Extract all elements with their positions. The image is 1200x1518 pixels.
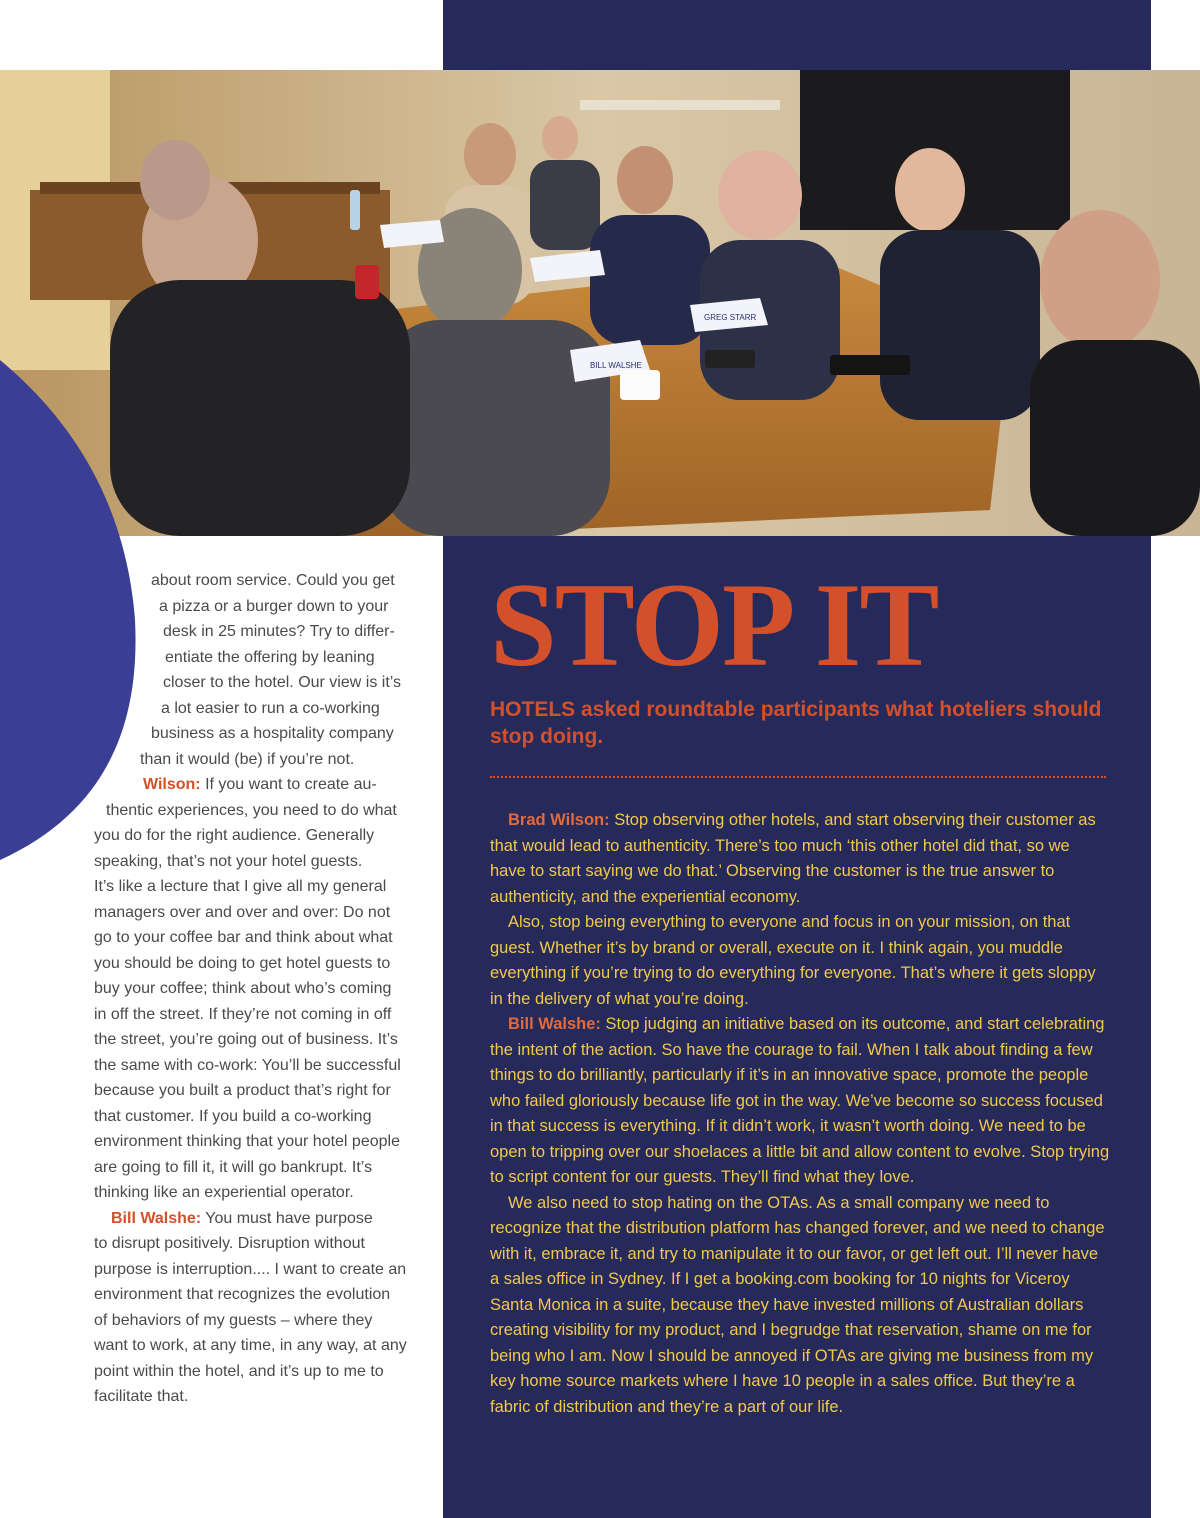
speaker-name: Brad Wilson: <box>508 811 610 829</box>
text-line: a pizza or a burger down to your <box>159 597 389 615</box>
paragraph-text: Stop judging an initiative based on its outcome, and start celebrating the intent of the action. So have the courage to fail. When I talk about finding a few things to do brilliantly, particularly if it’s in an innovative space, promote the people who failed gloriously because life got in the way. We’ve become so success focused in that success is everything. If it didn’t work, it wasn’t worth doing. We need to be open to tripping over our shoelaces a little bit and allow content to evolve. Stop trying to script content for our guests. They’ll find what they love. <box>490 1015 1110 1186</box>
text-line: speaking, that’s not your hotel guests. <box>94 852 363 870</box>
text-line: thinking like an experiential operator. <box>94 1184 354 1201</box>
table-card-starr: GREG STARR <box>704 313 757 322</box>
text-line: in off the street. If they’re not coming in off <box>94 1005 392 1023</box>
text-line: you do for the right audience. Generally <box>94 827 375 844</box>
speaker-name: Bill Walshe: <box>111 1209 202 1227</box>
paragraph-text: Stop observing other hotels, and start observing their customer as that would lead to authenticity. There’s too much ‘this other hotel did that, so we have to start saying we do that.’ Observing the customer is the true answer to authenticity, and the experiential economy. <box>490 811 1096 906</box>
text-line: purpose is interruption.... I want to create an <box>94 1260 407 1278</box>
speaker-name: Bill Walshe: <box>508 1015 601 1033</box>
text-line: If you want to create au- <box>200 776 377 793</box>
text-line: facilitate that. <box>94 1388 189 1405</box>
body-paragraph-3 <box>490 1012 1110 1191</box>
text-line: buy your coffee; think about who’s coming <box>94 980 392 997</box>
left-paragraph-2 <box>90 772 420 1206</box>
text-line: of behaviors of my guests – where they <box>94 1311 373 1329</box>
table-card-walshe: BILL WALSHE <box>590 361 642 370</box>
text-line: entiate the offering by leaning <box>165 648 375 666</box>
body-paragraph-4 <box>490 1191 1110 1421</box>
text-line: a lot easier to run a co-working <box>161 699 380 717</box>
left-paragraph-1 <box>90 568 420 772</box>
text-line: managers over and over and over: Do not <box>94 903 391 921</box>
article-subhead: HOTELS asked roundtable participants what hoteliers should stop doing. <box>490 698 1102 748</box>
text-line: than it would (be) if you’re not. <box>140 750 355 768</box>
text-line: go to your coffee bar and think about what <box>94 929 393 946</box>
text-line: You must have purpose <box>201 1209 373 1227</box>
article-body <box>490 808 1110 1420</box>
dotted-divider <box>490 776 1106 778</box>
text-line: point within the hotel, and it’s up to me to <box>94 1362 384 1380</box>
text-line: the same with co-work: You’ll be successful <box>94 1056 401 1074</box>
text-line: to disrupt positively. Disruption without <box>94 1235 365 1252</box>
speaker-name: Wilson: <box>143 776 201 793</box>
text-line: want to work, at any time, in any way, at any <box>94 1337 407 1354</box>
body-paragraph-1 <box>490 808 1110 910</box>
text-line: about room service. Could you get <box>151 572 395 589</box>
text-line: desk in 25 minutes? Try to differ- <box>163 623 395 640</box>
text-line: environment thinking that your hotel people <box>94 1133 400 1150</box>
paragraph-text: Also, stop being everything to everyone and focus in on your mission, on that guest. Whether it’s by brand or overall, execute on it. I think again, you muddle everything if you’re trying to do everything for everyone. That’s where it gets sloppy in the delivery of what you’re doing. <box>490 913 1096 1008</box>
text-line: It’s like a lecture that I give all my general <box>94 878 387 895</box>
text-line: the street, you’re going out of business. It’s <box>94 1031 398 1048</box>
left-column-text <box>90 568 420 1410</box>
text-line: that customer. If you build a co-working <box>94 1107 372 1125</box>
text-line: business as a hospitality company <box>151 725 394 742</box>
text-line: are going to fill it, it will go bankrupt. It’s <box>94 1158 373 1176</box>
text-line: closer to the hotel. Our view is it’s <box>163 674 402 691</box>
text-line: because you built a product that’s right for <box>94 1082 391 1099</box>
text-line: thentic experiences, you need to do what <box>106 801 397 819</box>
article-title: STOP IT <box>490 558 938 691</box>
body-paragraph-2 <box>490 910 1110 1012</box>
paragraph-text: We also need to stop hating on the OTAs. As a small company we need to recognize that the distribution platform has changed forever, and we need to change with it, embrace it, and try to manipulate it to our favor, or get left out. I’ll never have a sales office in Sydney. If I get a booking.com booking for 10 nights for Viceroy Santa Monica in a suite, because they have invested millions of Australian dollars creating visibility for my product, and I begrudge that reservation, shame on me for being who I am. Now I should be annoyed if OTAs are giving me business from my key home source markets where I have 10 people in a sales office. But they’re a fabric of distribution and they’re a part of our life. <box>490 1193 1105 1416</box>
right-column <box>490 558 1110 1420</box>
roundtable-photo <box>0 70 1200 536</box>
left-paragraph-3 <box>90 1206 420 1410</box>
text-line: you should be doing to get hotel guests to <box>94 954 391 972</box>
text-line: environment that recognizes the evolution <box>94 1286 391 1303</box>
